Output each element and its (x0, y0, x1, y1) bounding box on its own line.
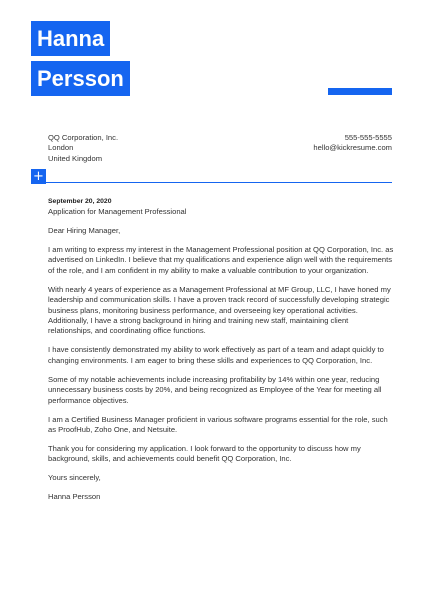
accent-bar (328, 88, 392, 95)
plus-icon: + (31, 169, 46, 184)
last-name: Persson (31, 61, 130, 96)
letter-body (48, 197, 394, 503)
letter-subject: Application for Management Professional (48, 207, 187, 216)
phone-number: 555-555-5555 (344, 133, 392, 142)
letter-date: September 20, 2020 (48, 198, 112, 205)
letter-closing: Yours sincerely, (48, 473, 101, 483)
paragraph: Some of my notable achievements include increasing profitability by 14% within one year, reducing unnecessary business costs by 20%, and being recognized as Employee of the Year for meeting all performance objectives. (48, 374, 382, 405)
paragraph: Thank you for considering my application. I look forward to the opportunity to discuss how my background, skills, and achievements could benefit QQ Corporation, Inc. (48, 444, 361, 464)
paragraph: I am a Certified Business Manager proficient in various software programs essential for the role, such as ProofHub, Zoho One, and Netsuite. (48, 414, 388, 435)
signature: Hanna Persson (48, 492, 101, 502)
contact-info (313, 133, 392, 154)
paragraph: With nearly 4 years of experience as a Management Professional at MF Group, LLC, I have honed my leadership and communication skills. I have a proven track record of successfully developing strategic business plans, monitoring business performance, and overseeing key operational activities. Additionally, I have a strong background in hiring and training new staff, maintaining client relationships, and coordinating office functions. (48, 284, 391, 336)
email-address: hello@kickresume.com (313, 143, 392, 153)
paragraph: I have consistently demonstrated my ability to work effectively as part of a team and adapt quickly to changing environments. I am eager to bring these skills and experiences to QQ Corporation, Inc. (48, 345, 384, 365)
recipient-address (48, 133, 118, 164)
paragraph: I am writing to express my interest in the Management Professional position at QQ Corporation, Inc. as advertised on LinkedIn. I believe that my qualifications and experience align well with the requirements of the role, and I am confident in my ability to make a valuable contribution to your organization. (48, 245, 394, 275)
recipient-country: United Kingdom (48, 153, 103, 163)
first-name: Hanna (31, 21, 110, 56)
recipient-company: QQ Corporation, Inc. (48, 133, 119, 142)
letter-greeting: Dear Hiring Manager, (48, 226, 121, 235)
divider-line (46, 182, 392, 183)
recipient-city: London (48, 143, 74, 153)
